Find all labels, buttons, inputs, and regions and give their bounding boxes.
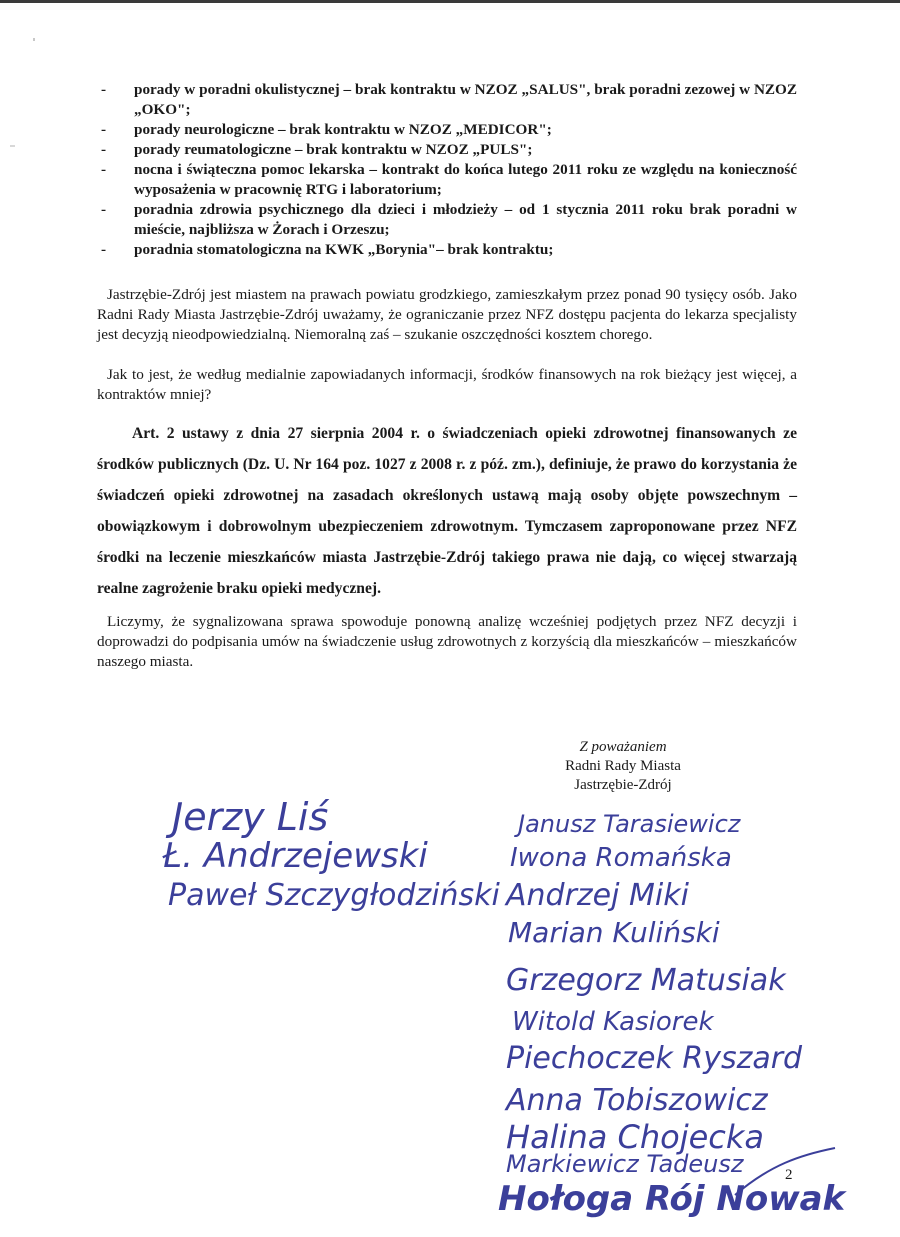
bullet-dash: -: [101, 241, 107, 258]
paragraph-request: Liczymy, że sygnalizowana sprawa spowoduje ponowną analizę wcześniej podjętych przez NFZ decyzji i doprowadzi do podpisania umów na świadczenie usług zdrowotnych z korzyścią dla mieszkańców – mieszkańców naszego miasta.: [97, 613, 797, 670]
signatory-council: Radni Rady Miasta: [565, 758, 681, 774]
paragraph-legal-article: Art. 2 ustawy z dnia 27 sierpnia 2004 r. o świadczeniach opieki zdrowotnej finansowanych ze środków publicznych (Dz. U. Nr 164 poz. 1027 z 2008 r. z póź. zm.), definiuje, że prawo do korzystania że świadczeń opieki zdrowotnej na zasadach określonych ustawą mają osoby objęte powszechnym – obowiązkowym i dobrowolnym ubezpieczeniem zdrowotnym. Tymczasem zaproponowane przez NFZ środki na leczenie mieszkańców miasta Jastrzębie-Zdrój takiego prawa nie dają, co więcej stwarzają realne zagrożenie braku opieki medycznej.: [97, 425, 797, 597]
bullet-dash: -: [101, 121, 107, 138]
signature-right: Iwona Romańska: [510, 843, 732, 873]
list-item: - nocna i świąteczna pomoc lekarska – kontrakt do końca lutego 2011 roku ze względu na konieczność wyposażenia w pracownię RTG i laboratorium;: [101, 161, 797, 198]
signature-left: Jerzy Liś: [172, 795, 329, 839]
bullet-dash: -: [101, 81, 107, 98]
page-number: 2: [785, 1167, 793, 1183]
signature-right: Witold Kasiorek: [512, 1007, 714, 1037]
list-item: - porady neurologiczne – brak kontraktu w NZOZ „MEDICOR";: [101, 121, 552, 138]
bullet-dash: -: [101, 201, 107, 218]
list-item: - poradnia zdrowia psychicznego dla dzieci i młodzieży – od 1 stycznia 2011 roku brak poradni w mieście, najbliższa w Żorach i Orzeszu;: [101, 201, 797, 238]
signature-right: Halina Chojecka: [506, 1118, 765, 1156]
signature-left: Ł. Andrzejewski: [163, 836, 428, 876]
signature-left: Paweł Szczygłodziński: [168, 878, 500, 913]
list-item: - poradnia stomatologiczna na KWK „Borynia"– brak kontraktu;: [101, 241, 554, 258]
signature-right: Piechoczek Ryszard: [506, 1041, 803, 1076]
signature-right: Markiewicz Tadeusz: [506, 1150, 744, 1178]
signature-right: Grzegorz Matusiak: [506, 963, 786, 998]
bullet-dash: -: [101, 141, 107, 158]
bullet-dash: -: [101, 161, 107, 178]
signature-right: Anna Tobiszowicz: [506, 1083, 768, 1118]
signature-right: Hołoga Rój Nowak: [498, 1179, 846, 1219]
paragraph-funding-question: Jak to jest, że według medialnie zapowiadanych informacji, środków finansowych na rok bieżący jest więcej, a kontraktów mniej?: [97, 366, 797, 403]
signatory-city: Jastrzębie-Zdrój: [574, 777, 672, 793]
salutation: Z poważaniem: [579, 739, 667, 755]
list-item: - porady reumatologiczne – brak kontraktu w NZOZ „PULS";: [101, 141, 533, 158]
signature-right: Janusz Tarasiewicz: [518, 810, 741, 838]
signature-right: Andrzej Miki: [506, 878, 689, 913]
signature-right: Marian Kuliński: [508, 916, 720, 949]
paragraph-city-population: Jastrzębie-Zdrój jest miastem na prawach powiatu grodzkiego, zamieszkałym przez ponad 90 tysięcy osób. Jako Radni Rady Miasta Jastrzębie-Zdrój uważamy, że ograniczanie przez NFZ dostępu pacjenta do lekarza specjalisty jest decyzją nieodpowiedzialną. Niemoralną zaś – szukanie oszczędności kosztem chorego.: [97, 286, 797, 343]
list-item: - porady w poradni okulistycznej – brak kontraktu w NZOZ „SALUS", brak poradni zezowej w NZOZ „OKO";: [101, 81, 797, 118]
